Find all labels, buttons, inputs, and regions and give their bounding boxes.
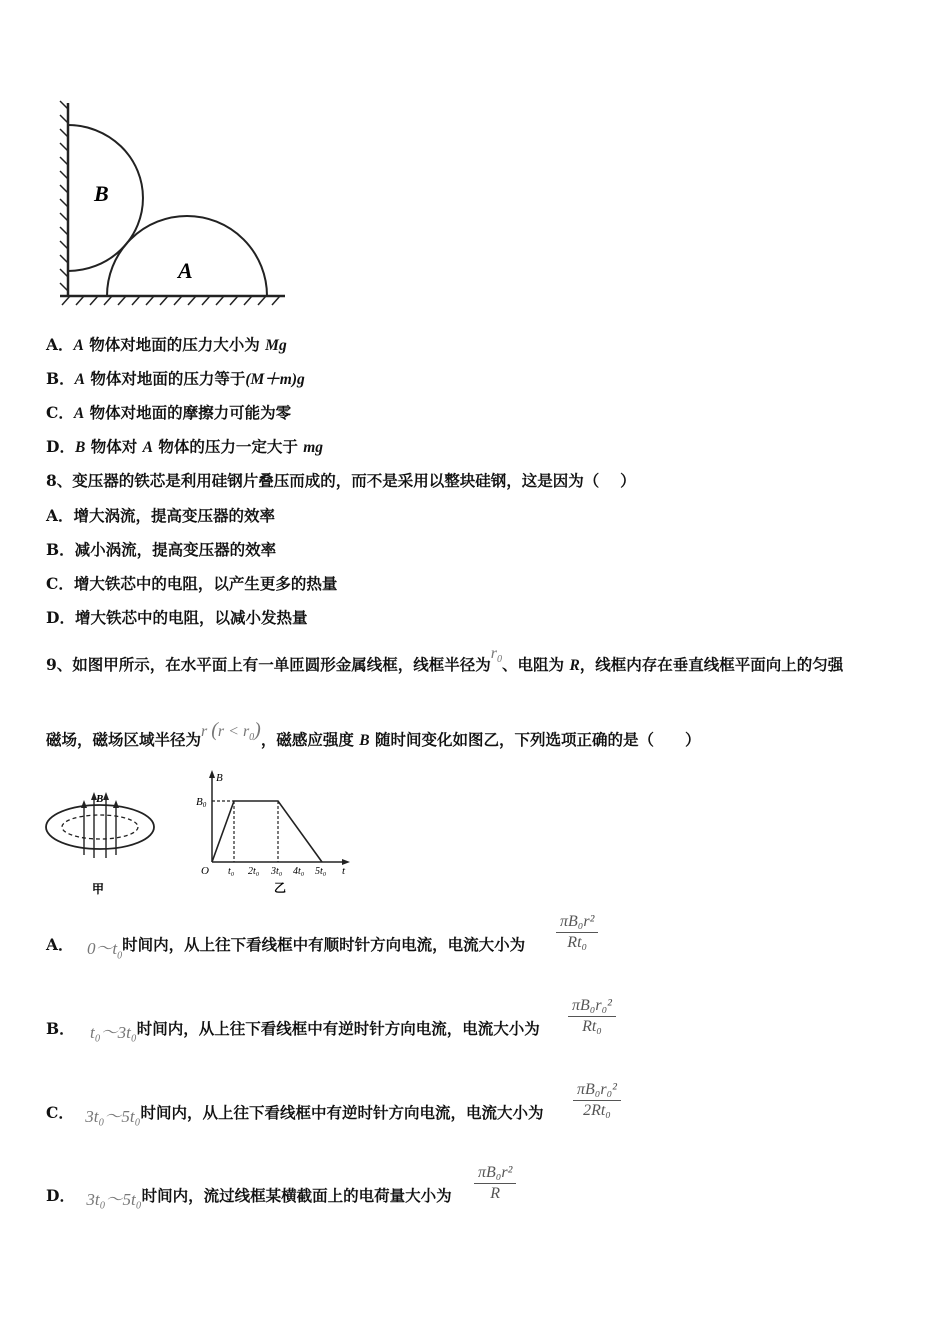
axis-label-t: t <box>342 865 346 877</box>
label-a: A <box>178 258 193 283</box>
tick-t0: t₀ <box>228 866 235 877</box>
field-region <box>62 815 138 839</box>
fig-label-jia: 甲 <box>92 882 105 896</box>
q9-option-d: D． 3t₀～5t₀时间内，流过线框某横截面上的电荷量大小为 <box>46 1186 452 1209</box>
q8-stem: 8、变压器的铁芯是利用硅钢片叠压而成的，而不是采用以整块硅钢，这是因为（ ） <box>46 471 636 490</box>
tick-4t0: 4t₀ <box>293 866 305 877</box>
coil-b-label: B <box>96 793 104 805</box>
q7-option-d: D．B 物体对 A 物体的压力一定大于 mg <box>46 437 324 456</box>
q9-stem-line2: 磁场，磁场区域半径为r $(r < r_0)$，磁感应强度 B 随时间变化如图乙，下列选项正确的是（ ） <box>46 719 701 749</box>
q8-option-b: B．减小涡流，提高变压器的效率 <box>46 540 277 559</box>
q7-option-c: C．A 物体对地面的摩擦力可能为零 <box>46 403 292 422</box>
b-curve <box>212 801 322 862</box>
fig-label-yi: 乙 <box>274 881 287 895</box>
y-axis-arrow <box>209 770 215 778</box>
hemispheres-figure <box>40 95 300 315</box>
q8-option-d: D．增大铁芯中的电阻，以减小发热量 <box>46 608 308 627</box>
label-b: B <box>94 181 109 206</box>
q8-option-c: C．增大铁芯中的电阻，以产生更多的热量 <box>46 574 338 593</box>
q9-option-c: C． 3t₀～5t₀时间内，从上往下看线框中有逆时针方向电流，电流大小为 <box>46 1103 544 1126</box>
q9-option-a: A． $0\sim t_0$时间内，从上往下看线框中有顺时针方向电流，电流大小为 <box>46 935 526 962</box>
floor-hatching <box>62 296 280 305</box>
q7-option-b: B．A 物体对地面的压力等于(M＋m)g <box>46 369 305 388</box>
coil-figure <box>40 770 165 900</box>
q9-option-a-fraction: $\frac{\text{πB₀r²}}{\text{Rt₀}}$ <box>556 912 598 953</box>
origin-label: O <box>201 865 209 877</box>
axis-label-b: B <box>216 772 223 784</box>
tick-5t0: 5t₀ <box>315 866 327 877</box>
hemisphere-a <box>107 216 267 296</box>
q9-stem-line1: 9、如图甲所示，在水平面上有一单匝圆形金属线框，线框半径为$r_0$、电阻为 R，线框内存在垂直线框平面向上的匀强 <box>46 645 844 674</box>
q9-option-c-fraction: $\frac{\text{πB₀r₀²}}{\text{2Rt₀}}$ <box>573 1080 621 1121</box>
q9-option-b-fraction: $\frac{\text{πB₀r₀²}}{\text{Rt₀}}$ <box>568 996 616 1037</box>
bt-graph <box>190 768 360 898</box>
tick-label-b0: B0 <box>196 796 207 809</box>
q8-option-a: A．增大涡流，提高变压器的效率 <box>46 506 276 525</box>
tick-3t0: 3t₀ <box>271 866 283 877</box>
q9-option-d-fraction: $\frac{\text{πB₀r²}}{R}$ <box>474 1163 516 1204</box>
q9-option-b: B． t₀～3t₀时间内，从上往下看线框中有逆时针方向电流，电流大小为 <box>46 1019 540 1042</box>
tick-2t0: 2t₀ <box>248 866 260 877</box>
q7-option-a: A．A 物体对地面的压力大小为 Mg <box>46 335 287 354</box>
